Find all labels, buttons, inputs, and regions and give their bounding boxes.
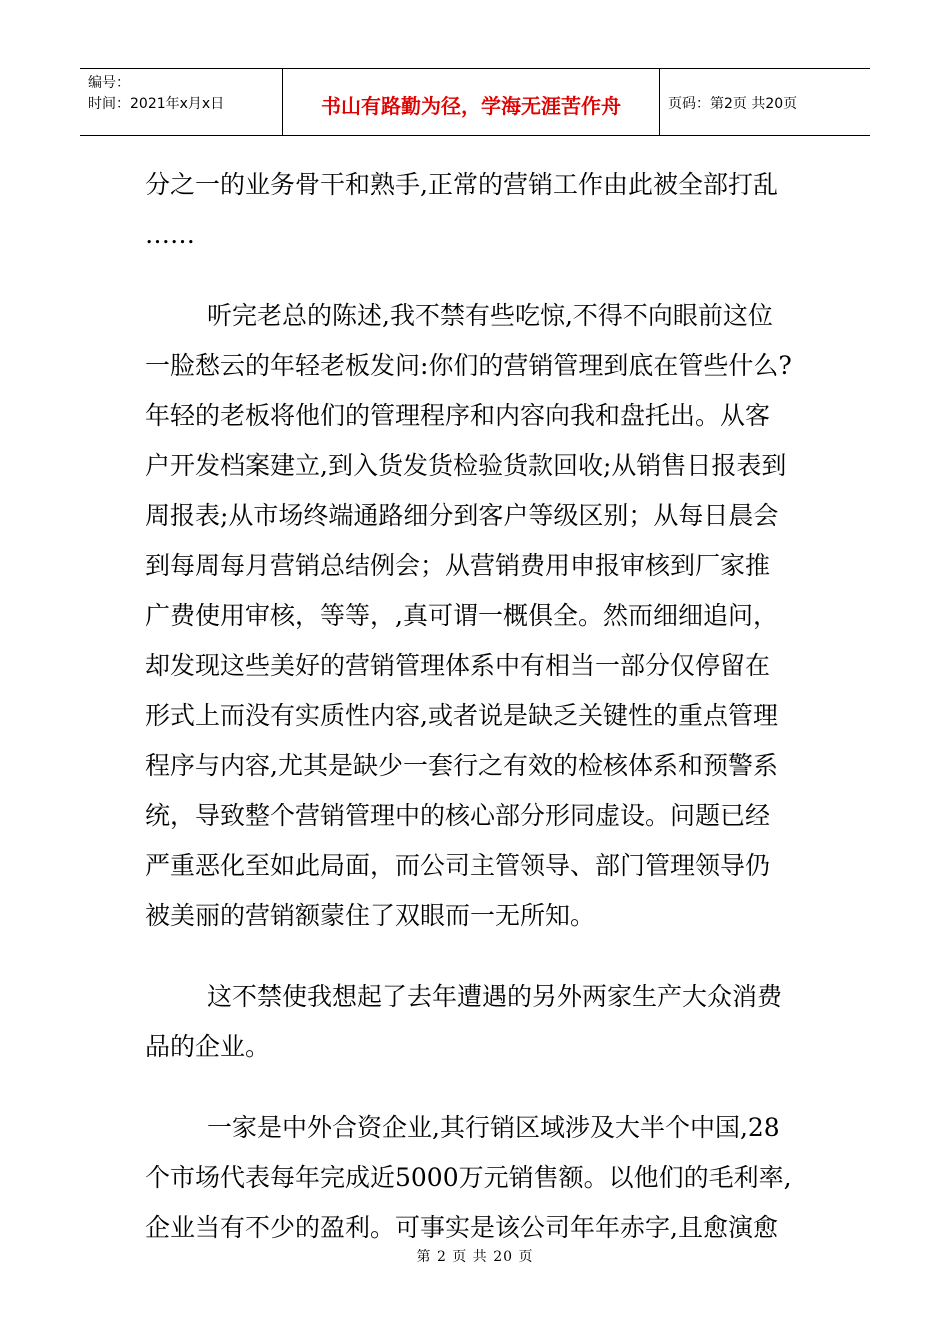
text-line: 一脸愁云的年轻老板发问:你们的营销管理到底在管些什么? <box>145 351 792 380</box>
text-line: 企业当有不少的盈利。可事实是该公司年年赤字,且愈演愈 <box>145 1213 778 1242</box>
text-line: 程序与内容,尤其是缺少一套行之有效的检核体系和预警系 <box>145 751 778 780</box>
header-meta-cell <box>80 69 283 135</box>
paragraph <box>145 160 815 260</box>
document-body <box>145 160 815 1284</box>
text-line: 严重恶化至如此局面，而公司主管领导、部门管理领导仍 <box>145 851 771 880</box>
text-line: 品的企业。 <box>145 1032 271 1061</box>
text-line: 形式上而没有实质性内容,或者说是缺乏关键性的重点管理 <box>145 701 778 730</box>
text-line: 年轻的老板将他们的管理程序和内容向我和盘托出。从客 <box>145 401 771 430</box>
text-line: 广费使用审核，等等，,真可谓一概俱全。然而细细追问， <box>145 601 778 630</box>
text-line: 个市场代表每年完成近5000万元销售额。以他们的毛利率, <box>145 1163 792 1192</box>
text-line: …… <box>145 220 195 249</box>
text-line: 周报表;从市场终端通路细分到客户等级区别；从每日晨会 <box>145 501 779 530</box>
document-date-label: 时间：2021年x月x日 <box>88 96 225 112</box>
paragraph <box>145 291 815 941</box>
text-line: 统，导致整个营销管理中的核心部分形同虚设。问题已经 <box>145 801 771 830</box>
paragraph <box>145 1103 815 1253</box>
text-line: 户开发档案建立,到入货发货检验货款回收;从销售日报表到 <box>145 451 787 480</box>
header-page-info: 页码：第2页 共20页 <box>668 96 798 112</box>
text-line: 却发现这些美好的营销管理体系中有相当一部分仅停留在 <box>145 651 771 680</box>
text-line: 听完老总的陈述,我不禁有些吃惊,不得不向眼前这位 <box>207 301 773 330</box>
page-header <box>80 68 870 136</box>
document-number-label: 编号： <box>88 75 130 91</box>
text-line: 这不禁使我想起了去年遭遇的另外两家生产大众消费 <box>207 982 783 1011</box>
text-line: 分之一的业务骨干和熟手,正常的营销工作由此被全部打乱 <box>145 170 778 199</box>
header-motto: 书山有路勤为径，学海无涯苦作舟 <box>283 69 660 135</box>
page-footer: 第 2 页 共 20 页 <box>416 1249 534 1265</box>
paragraph <box>145 972 815 1072</box>
text-line: 到每周每月营销总结例会；从营销费用申报审核到厂家推 <box>145 551 771 580</box>
text-line: 被美丽的营销额蒙住了双眼而一无所知。 <box>145 901 596 930</box>
text-line: 一家是中外合资企业,其行销区域涉及大半个中国,28 <box>207 1113 780 1142</box>
